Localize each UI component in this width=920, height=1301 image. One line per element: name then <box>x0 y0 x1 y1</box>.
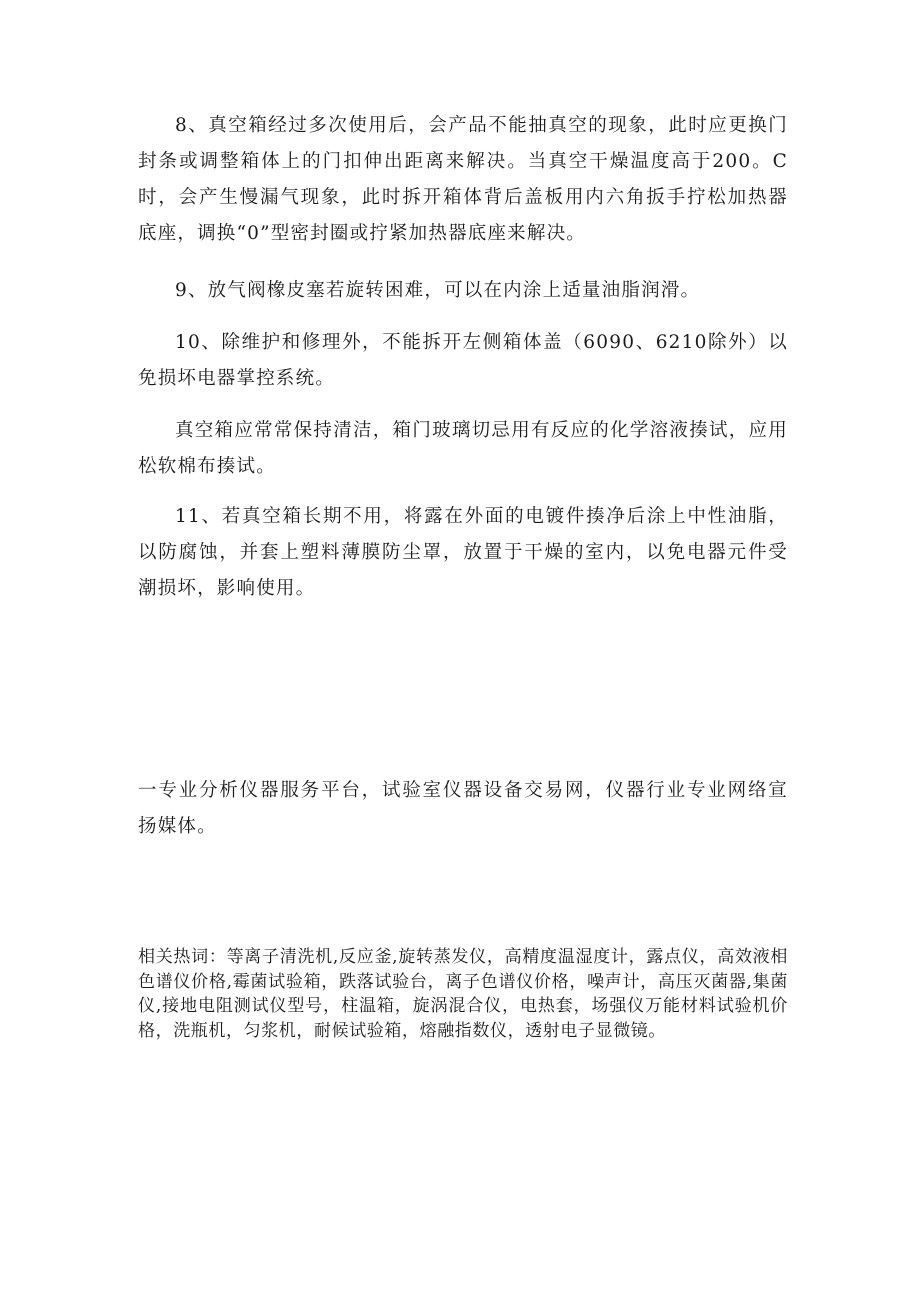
paragraph-cleaning: 真空箱应常常保持清洁，箱门玻璃切忌用有反应的化学溶液揍试，应用松软棉布揍试。 <box>138 420 788 477</box>
paragraph-item-9: 9、放气阀橡皮塞若旋转困难，可以在内涂上适量油脂润滑。 <box>175 280 701 301</box>
related-keywords: 相关热词：等离子清洗机,反应釜,旋转蒸发仪，高精度温湿度计，露点仪，高效液相色谱仪价格,霉菌试验箱，跌落试验台，离子色谱仪价格，噪声计，高压灭菌器,集菌仪,接地电阻测试仪型号，柱温箱，旋涡混合仪，电热套，场强仪万能材料试验机价格，洗瓶机，匀浆机，耐候试验箱，熔融指数仪，透射电子显微镜。 <box>138 947 788 1041</box>
paragraph-item-10: 10、除维护和修理外，不能拆开左侧箱体盖（6090、6210除外）以免损坏电器掌控系统。 <box>138 332 788 389</box>
paragraph-item-11: 11、若真空箱长期不用，将露在外面的电镀件揍净后涂上中性油脂，以防腐蚀，并套上塑料薄膜防尘罩，放置于干燥的室内，以免电器元件受潮损坏，影响使用。 <box>138 506 788 599</box>
platform-description: 一专业分析仪器服务平台，试验室仪器设备交易网，仪器行业专业网络宣扬媒体。 <box>138 780 788 837</box>
paragraph-item-8: 8、真空箱经过多次使用后，会产品不能抽真空的现象，此时应更换门封条或调整箱体上的门扣伸出距离来解决。当真空干燥温度高于200。C时，会产生慢漏气现象，此时拆开箱体背后盖板用内六角扳手拧松加热器底座，调换“0”型密封圈或拧紧加热器底座来解决。 <box>138 115 788 244</box>
